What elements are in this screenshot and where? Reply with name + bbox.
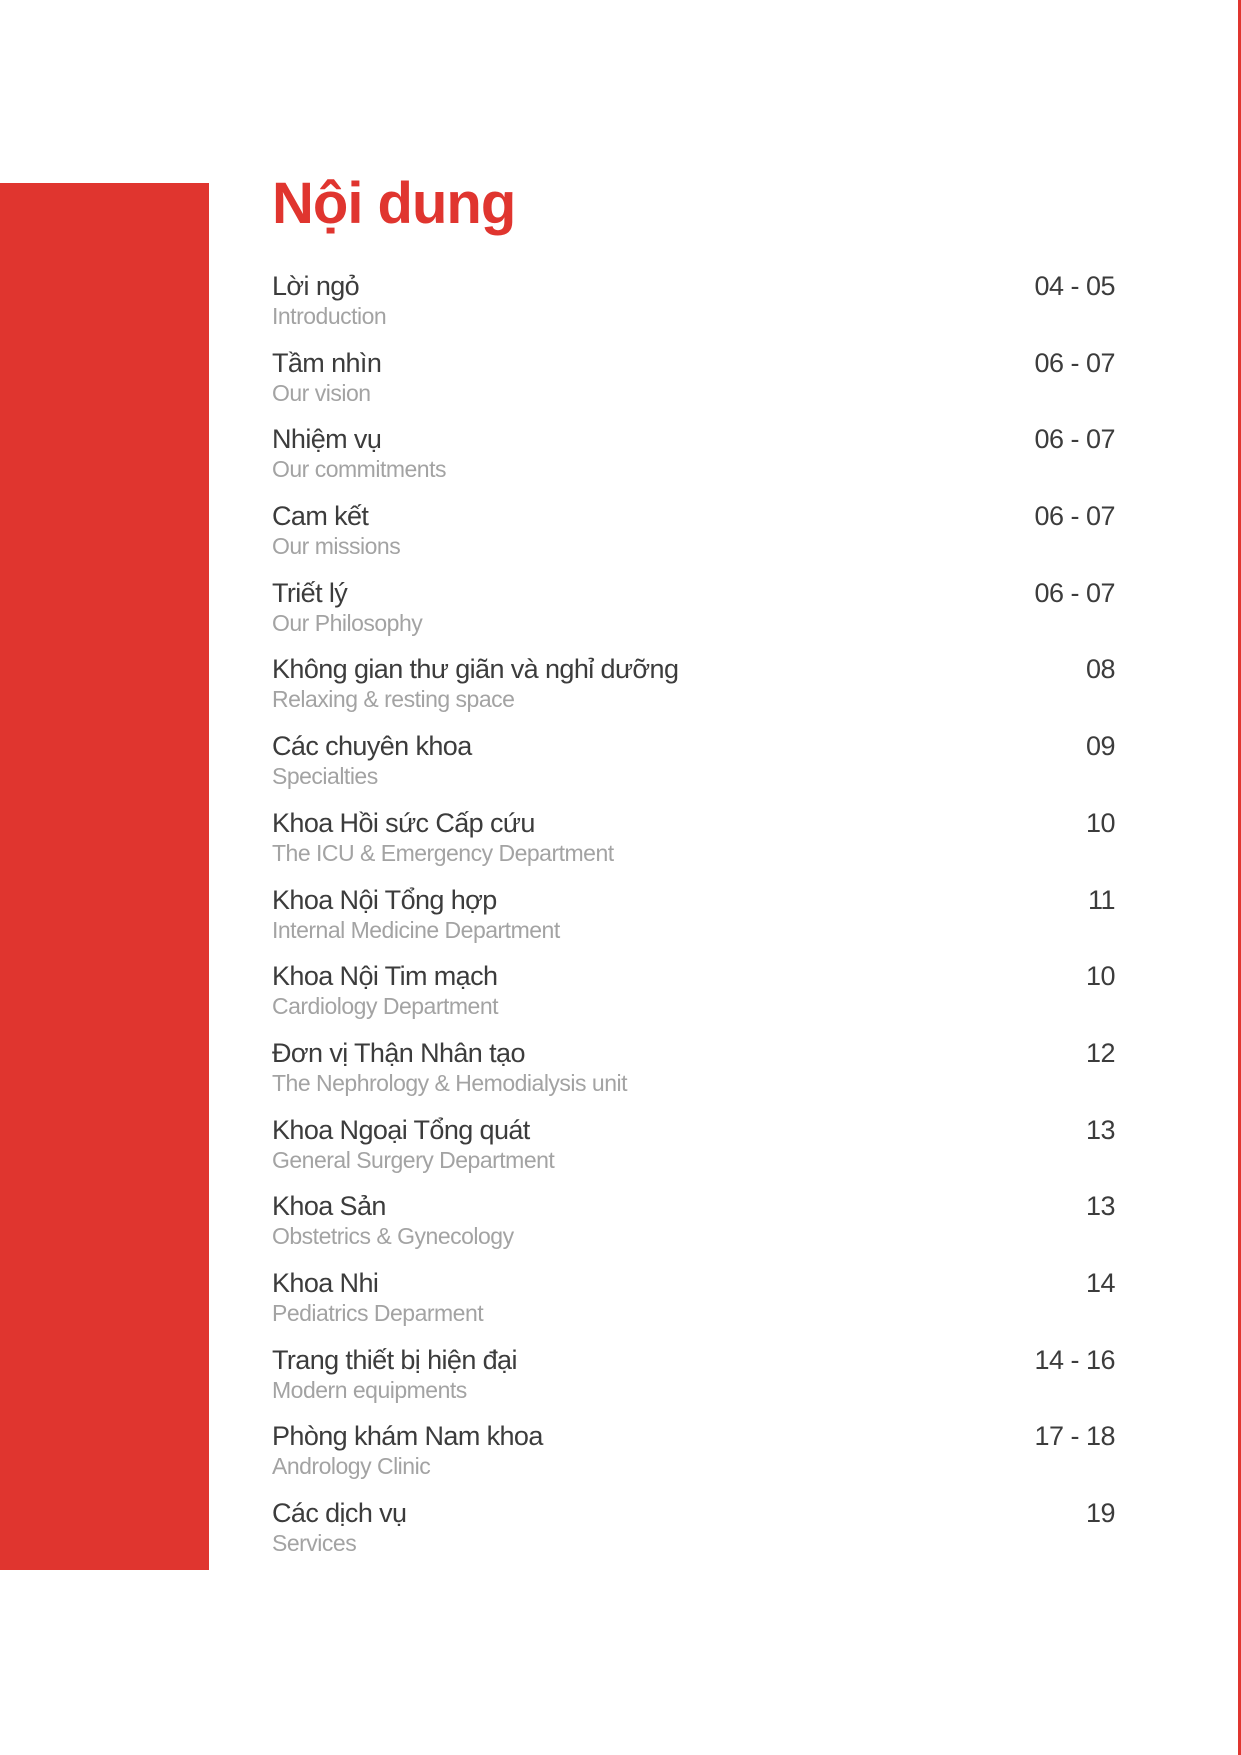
toc-entry[interactable] — [272, 649, 1115, 726]
entry-page-number: 12 — [1085, 1037, 1115, 1068]
entry-page-number: 19 — [1085, 1498, 1115, 1528]
entry-title-en: Specialties — [272, 763, 378, 790]
toc-entry[interactable] — [272, 1033, 1115, 1110]
toc-entry[interactable] — [272, 1416, 1115, 1493]
entry-page-number: 06 - 07 — [1034, 501, 1115, 532]
table-of-contents — [272, 266, 1115, 1570]
toc-entry[interactable] — [272, 1263, 1115, 1340]
toc-entry[interactable] — [272, 266, 1115, 343]
entry-page-number: 13 — [1085, 1114, 1115, 1145]
entry-page-number: 17 - 18 — [1034, 1421, 1115, 1452]
entry-title-en: Cardiology Department — [272, 993, 499, 1020]
entry-title-vi: Lời ngỏ — [272, 271, 360, 301]
entry-title-vi: Các chuyên khoa — [272, 731, 472, 762]
entry-title-en: Pediatrics Deparment — [272, 1299, 484, 1326]
entry-title-vi: Trang thiết bị hiện đại — [272, 1344, 517, 1375]
entry-title-en: Our missions — [272, 533, 401, 560]
entry-page-number: 13 — [1085, 1191, 1115, 1222]
entry-page-number: 04 - 05 — [1034, 271, 1115, 301]
entry-title-vi: Triết lý — [272, 577, 348, 608]
entry-title-en: Obstetrics & Gynecology — [272, 1223, 514, 1250]
red-accent-bar — [0, 183, 209, 1570]
entry-title-en: Andrology Clinic — [272, 1453, 431, 1480]
entry-page-number: 10 — [1085, 961, 1115, 992]
entry-title-vi: Khoa Nội Tim mạch — [272, 961, 498, 992]
entry-title-vi: Khoa Ngoại Tổng quát — [272, 1114, 530, 1145]
entry-title-vi: Phòng khám Nam khoa — [272, 1421, 543, 1452]
toc-entry[interactable] — [272, 573, 1115, 650]
entry-page-number: 11 — [1087, 884, 1115, 915]
entry-title-vi: Tầm nhìn — [272, 347, 382, 378]
entry-page-number: 08 — [1085, 654, 1115, 685]
toc-entry[interactable] — [272, 1340, 1115, 1417]
toc-entry[interactable] — [272, 1110, 1115, 1187]
entry-title-en: Our commitments — [272, 456, 446, 483]
toc-entry[interactable] — [272, 880, 1115, 957]
entry-title-en: Modern equipments — [272, 1376, 467, 1403]
entry-title-vi: Các dịch vụ — [272, 1498, 407, 1528]
page-title: Nội dung — [272, 171, 516, 236]
toc-entry[interactable] — [272, 343, 1115, 420]
entry-title-en: The Nephrology & Hemodialysis unit — [272, 1069, 628, 1096]
entry-page-number: 06 - 07 — [1034, 424, 1115, 455]
entry-title-vi: Cam kết — [272, 501, 369, 532]
entry-title-en: Services — [272, 1530, 357, 1556]
entry-page-number: 06 - 07 — [1034, 347, 1115, 378]
toc-entry[interactable] — [272, 726, 1115, 803]
entry-title-en: Our vision — [272, 379, 371, 406]
entry-title-vi: Khoa Nhi — [272, 1267, 379, 1298]
toc-entry[interactable] — [272, 1493, 1115, 1570]
toc-entry[interactable] — [272, 1186, 1115, 1263]
entry-page-number: 09 — [1085, 731, 1115, 762]
entry-title-en: The ICU & Emergency Department — [272, 839, 614, 866]
toc-entry[interactable] — [272, 419, 1115, 496]
toc-entry[interactable] — [272, 803, 1115, 880]
entry-title-vi: Nhiệm vụ — [272, 424, 382, 455]
entry-page-number: 14 — [1085, 1267, 1115, 1298]
toc-entry[interactable] — [272, 956, 1115, 1033]
entry-title-vi: Khoa Sản — [272, 1191, 386, 1222]
entry-title-en: Relaxing & resting space — [272, 686, 515, 713]
entry-page-number: 14 - 16 — [1034, 1344, 1115, 1375]
entry-title-vi: Đơn vị Thận Nhân tạo — [272, 1037, 525, 1068]
entry-title-vi: Khoa Hồi sức Cấp cứu — [272, 807, 535, 838]
entry-title-en: Introduction — [272, 303, 387, 329]
toc-entry[interactable] — [272, 496, 1115, 573]
entry-page-number: 10 — [1085, 807, 1115, 838]
entry-page-number: 06 - 07 — [1034, 577, 1115, 608]
entry-title-en: Internal Medicine Department — [272, 916, 560, 943]
entry-title-vi: Không gian thư giãn và nghỉ dưỡng — [272, 654, 679, 685]
entry-title-en: General Surgery Department — [272, 1146, 555, 1173]
entry-title-en: Our Philosophy — [272, 609, 423, 636]
entry-title-vi: Khoa Nội Tổng hợp — [272, 884, 497, 915]
